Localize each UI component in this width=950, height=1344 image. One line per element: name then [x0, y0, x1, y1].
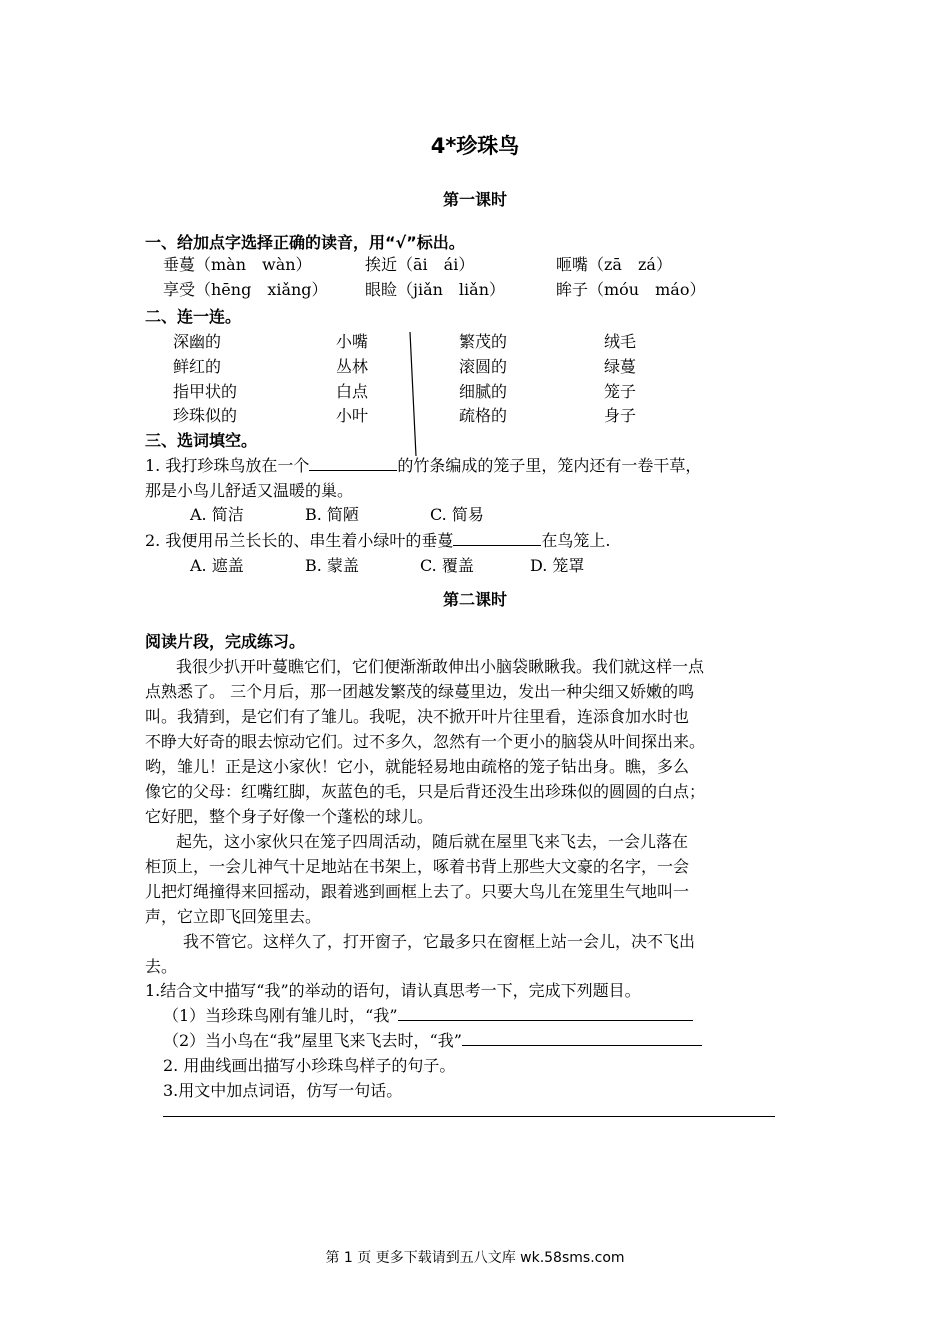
- option: A. 简洁: [190, 505, 244, 524]
- reading-line: 去。: [145, 957, 178, 976]
- match-left-noun: 丛林: [336, 357, 369, 376]
- answer-blank[interactable]: [309, 456, 397, 471]
- option: B. 简陋: [305, 505, 359, 524]
- reading-line: 像它的父母：红嘴红脚，灰蓝色的毛，只是后背还没生出珍珠似的圆圆的白点；: [145, 782, 706, 801]
- pinyin-item: 眸子（móu máo）: [556, 280, 706, 299]
- match-left-noun: 白点: [336, 382, 369, 401]
- match-right-noun: 绿蔓: [604, 357, 637, 376]
- pinyin-item: 眼睑（jiǎn liǎn）: [365, 280, 506, 299]
- reading-line: 哟，雏儿！正是这小家伙！它小，就能轻易地由疏格的笼子钻出身。瞧，多么: [145, 757, 690, 776]
- match-left-adj: 珍珠似的: [173, 406, 238, 425]
- reading-line: 儿把灯绳撞得来回摇动，跟着逃到画框上去了。只要大鸟儿在笼里生气地叫一: [145, 882, 690, 901]
- pinyin-item: 咂嘴（zā zá）: [556, 255, 672, 274]
- match-right-adj: 细腻的: [459, 382, 508, 401]
- answer-line[interactable]: [163, 1116, 775, 1117]
- reading-line: 它好肥，整个身子好像一个蓬松的球儿。: [145, 807, 434, 826]
- pinyin-item: 享受（hēng xiǎng）: [163, 280, 328, 299]
- question-1-line2: 那是小鸟儿舒适又温暖的巢。: [145, 481, 354, 500]
- match-right-noun: 笼子: [604, 382, 637, 401]
- match-left-noun: 小叶: [336, 406, 369, 425]
- reading-line: 柜顶上，一会儿神气十足地站在书架上，啄着书背上那些大文豪的名字，一会: [145, 857, 690, 876]
- match-right-noun: 绒毛: [604, 332, 637, 351]
- lesson-two-heading: 第二课时: [442, 590, 507, 609]
- reading-line: 我不管它。这样久了，打开窗子，它最多只在窗框上站一会儿，决不飞出: [183, 932, 696, 951]
- option: D. 笼罩: [530, 556, 585, 575]
- option: A. 遮盖: [190, 556, 244, 575]
- answer-blank[interactable]: [398, 1006, 693, 1021]
- match-left-noun: 小嘴: [336, 332, 369, 351]
- match-right-noun: 身子: [604, 406, 637, 425]
- reading-line: 点熟悉了。 三个月后，那一团越发繁茂的绿蔓里边，发出一种尖细又娇嫩的鸣: [145, 682, 695, 701]
- section2-heading: 二、连一连。: [145, 307, 242, 326]
- option: C. 覆盖: [420, 556, 474, 575]
- reading-heading: 阅读片段，完成练习。: [145, 632, 306, 651]
- pinyin-item: 垂蔓（màn wàn）: [163, 255, 312, 274]
- reading-question-2: 2. 用曲线画出描写小珍珠鸟样子的句子。: [163, 1056, 456, 1075]
- match-left-adj: 鲜红的: [173, 357, 222, 376]
- reading-question-1b: （2）当小鸟在“我”屋里飞来飞去时，“我”: [163, 1028, 702, 1051]
- option: B. 蒙盖: [305, 556, 359, 575]
- section3-heading: 三、选词填空。: [145, 431, 258, 450]
- match-right-adj: 滚圆的: [459, 357, 508, 376]
- reading-line: 起先，这小家伙只在笼子四周活动，随后就在屋里飞来飞去，一会儿落在: [176, 832, 689, 851]
- lesson-one-heading: 第一课时: [442, 190, 507, 209]
- question-2: 2. 我便用吊兰长长的、串生着小绿叶的垂蔓 在鸟笼上.: [145, 531, 611, 550]
- reading-question-1: 1.结合文中描写“我”的举动的语句，请认真思考一下，完成下列题目。: [145, 981, 641, 1000]
- reading-line: 不睁大好奇的眼去惊动它们。过不多久，忽然有一个更小的脑袋从叶间探出来。: [145, 732, 706, 751]
- reading-line: 叫。我猜到，是它们有了雏儿。我呢，决不掀开叶片往里看，连添食加水时也: [145, 707, 690, 726]
- answer-blank[interactable]: [453, 531, 541, 546]
- match-left-adj: 深幽的: [173, 332, 222, 351]
- page-footer: 第 1 页 更多下载请到五八文库 wk.58sms.com: [325, 1250, 625, 1266]
- match-right-adj: 疏格的: [459, 406, 508, 425]
- reading-line: 我很少扒开叶蔓瞧它们，它们便渐渐敢伸出小脑袋瞅瞅我。我们就这样一点: [176, 657, 705, 676]
- page-title: 4*珍珠鸟: [430, 134, 520, 158]
- answer-blank[interactable]: [462, 1031, 702, 1046]
- reading-line: 声，它立即飞回笼里去。: [145, 907, 322, 926]
- reading-question-1a: （1）当珍珠鸟刚有雏儿时，“我”: [163, 1003, 693, 1026]
- match-right-adj: 繁茂的: [459, 332, 508, 351]
- divider-line: [400, 330, 430, 460]
- option: C. 简易: [430, 505, 484, 524]
- question-1-line1: 1. 我打珍珠鸟放在一个 的竹条编成的笼子里，笼内还有一卷干草，: [145, 456, 702, 475]
- pinyin-item: 挨近（āi ái）: [365, 255, 475, 274]
- section1-heading: 一、给加点字选择正确的读音，用“√”标出。: [145, 233, 465, 252]
- match-left-adj: 指甲状的: [173, 382, 238, 401]
- reading-question-3: 3.用文中加点词语，仿写一句话。: [163, 1081, 403, 1100]
